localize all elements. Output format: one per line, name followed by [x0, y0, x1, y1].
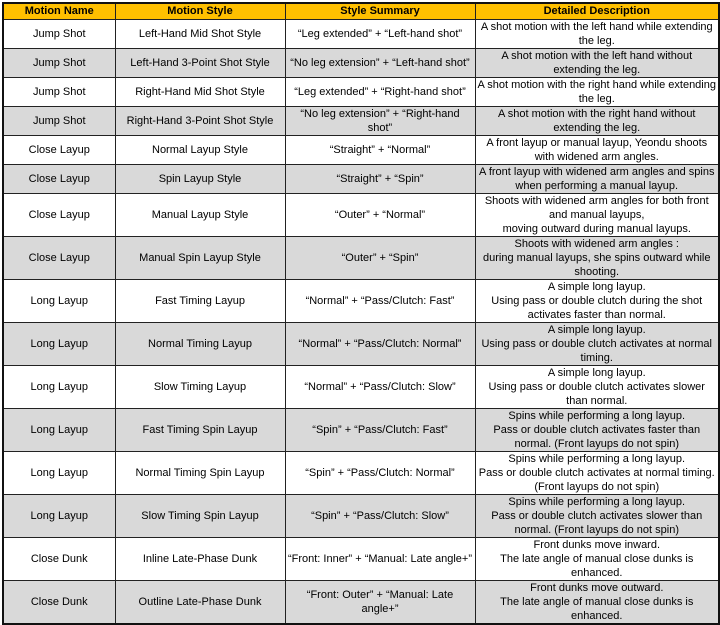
- description-cell: Spins while performing a long layup. Pass or double clutch activates faster than normal. (Front layups do not spin): [475, 409, 719, 452]
- motion-name-cell: Close Dunk: [3, 581, 115, 625]
- description-cell: Spins while performing a long layup. Pass or double clutch activates at normal timing. (Front layups do not spin): [475, 452, 719, 495]
- motion-name-cell: Jump Shot: [3, 20, 115, 49]
- motion-name-cell: Close Layup: [3, 237, 115, 280]
- style-summary-cell: “Leg extended” + “Left-hand shot”: [285, 20, 475, 49]
- motion-name-cell: Close Layup: [3, 165, 115, 194]
- table-row: [3, 495, 719, 538]
- table-row: [3, 78, 719, 107]
- description-cell: Spins while performing a long layup. Pass or double clutch activates slower than normal. (Front layups do not spin): [475, 495, 719, 538]
- style-summary-cell: “Front: Outer” + “Manual: Late angle+”: [285, 581, 475, 625]
- motion-style-cell: Manual Layup Style: [115, 194, 285, 237]
- motion-name-cell: Close Dunk: [3, 538, 115, 581]
- table-row: [3, 452, 719, 495]
- motion-style-cell: Normal Layup Style: [115, 136, 285, 165]
- motion-style-cell: Normal Timing Layup: [115, 323, 285, 366]
- style-summary-cell: “Outer” + “Spin”: [285, 237, 475, 280]
- motion-style-cell: Outline Late-Phase Dunk: [115, 581, 285, 625]
- table-row: [3, 538, 719, 581]
- description-cell: Shoots with widened arm angles for both front and manual layups, moving outward during manual layups.: [475, 194, 719, 237]
- description-cell: A shot motion with the right hand while extending the leg.: [475, 78, 719, 107]
- style-summary-cell: “No leg extension” + “Left-hand shot”: [285, 49, 475, 78]
- style-summary-cell: “Straight” + “Spin”: [285, 165, 475, 194]
- table-row: [3, 237, 719, 280]
- motion-name-cell: Long Layup: [3, 409, 115, 452]
- motion-name-cell: Long Layup: [3, 366, 115, 409]
- motion-style-cell: Left-Hand 3-Point Shot Style: [115, 49, 285, 78]
- motion-style-cell: Right-Hand 3-Point Shot Style: [115, 107, 285, 136]
- motion-name-cell: Close Layup: [3, 136, 115, 165]
- description-cell: A front layup or manual layup, Yeondu shoots with widened arm angles.: [475, 136, 719, 165]
- style-summary-cell: “Straight” + “Normal”: [285, 136, 475, 165]
- motion-name-cell: Jump Shot: [3, 107, 115, 136]
- motion-style-cell: Fast Timing Spin Layup: [115, 409, 285, 452]
- table-row: [3, 409, 719, 452]
- motion-name-cell: Long Layup: [3, 452, 115, 495]
- motion-style-cell: Inline Late-Phase Dunk: [115, 538, 285, 581]
- style-summary-cell: “Normal” + “Pass/Clutch: Fast”: [285, 280, 475, 323]
- style-summary-cell: “Normal” + “Pass/Clutch: Normal”: [285, 323, 475, 366]
- description-cell: A shot motion with the left hand without extending the leg.: [475, 49, 719, 78]
- table-row: [3, 20, 719, 49]
- style-summary-cell: “Outer” + “Normal”: [285, 194, 475, 237]
- description-cell: Shoots with widened arm angles : during manual layups, she spins outward while shooting.: [475, 237, 719, 280]
- description-cell: A shot motion with the right hand without extending the leg.: [475, 107, 719, 136]
- header-detailed-description: Detailed Description: [475, 3, 719, 20]
- style-summary-cell: “Spin” + “Pass/Clutch: Normal”: [285, 452, 475, 495]
- style-summary-cell: “No leg extension” + “Right-hand shot”: [285, 107, 475, 136]
- motion-name-cell: Long Layup: [3, 495, 115, 538]
- motion-name-cell: Long Layup: [3, 323, 115, 366]
- header-motion-style: Motion Style: [115, 3, 285, 20]
- motion-name-cell: Close Layup: [3, 194, 115, 237]
- description-cell: Front dunks move inward. The late angle of manual close dunks is enhanced.: [475, 538, 719, 581]
- description-cell: A simple long layup. Using pass or double clutch activates slower than normal.: [475, 366, 719, 409]
- motion-style-cell: Spin Layup Style: [115, 165, 285, 194]
- motion-style-cell: Fast Timing Layup: [115, 280, 285, 323]
- motion-name-cell: Long Layup: [3, 280, 115, 323]
- motion-style-cell: Manual Spin Layup Style: [115, 237, 285, 280]
- description-cell: A front layup with widened arm angles and spins when performing a manual layup.: [475, 165, 719, 194]
- table-row: [3, 136, 719, 165]
- table-row: [3, 107, 719, 136]
- description-cell: A shot motion with the left hand while extending the leg.: [475, 20, 719, 49]
- description-cell: Front dunks move outward. The late angle of manual close dunks is enhanced.: [475, 581, 719, 625]
- motion-style-cell: Slow Timing Layup: [115, 366, 285, 409]
- motion-style-cell: Slow Timing Spin Layup: [115, 495, 285, 538]
- header-motion-name: Motion Name: [3, 3, 115, 20]
- style-summary-cell: “Front: Inner” + “Manual: Late angle+”: [285, 538, 475, 581]
- motion-style-table: [2, 2, 720, 625]
- header-style-summary: Style Summary: [285, 3, 475, 20]
- motion-style-cell: Right-Hand Mid Shot Style: [115, 78, 285, 107]
- motion-name-cell: Jump Shot: [3, 49, 115, 78]
- table-row: [3, 165, 719, 194]
- table-row: [3, 581, 719, 625]
- table-row: [3, 280, 719, 323]
- style-summary-cell: “Normal” + “Pass/Clutch: Slow”: [285, 366, 475, 409]
- description-cell: A simple long layup. Using pass or double clutch during the shot activates faster than normal.: [475, 280, 719, 323]
- table-row: [3, 366, 719, 409]
- style-summary-cell: “Spin” + “Pass/Clutch: Slow”: [285, 495, 475, 538]
- table-row: [3, 194, 719, 237]
- motion-style-cell: Left-Hand Mid Shot Style: [115, 20, 285, 49]
- table-row: [3, 323, 719, 366]
- table-row: [3, 49, 719, 78]
- style-summary-cell: “Leg extended” + “Right-hand shot”: [285, 78, 475, 107]
- description-cell: A simple long layup. Using pass or double clutch activates at normal timing.: [475, 323, 719, 366]
- motion-name-cell: Jump Shot: [3, 78, 115, 107]
- header-row: [3, 3, 719, 20]
- style-summary-cell: “Spin” + “Pass/Clutch: Fast”: [285, 409, 475, 452]
- motion-style-cell: Normal Timing Spin Layup: [115, 452, 285, 495]
